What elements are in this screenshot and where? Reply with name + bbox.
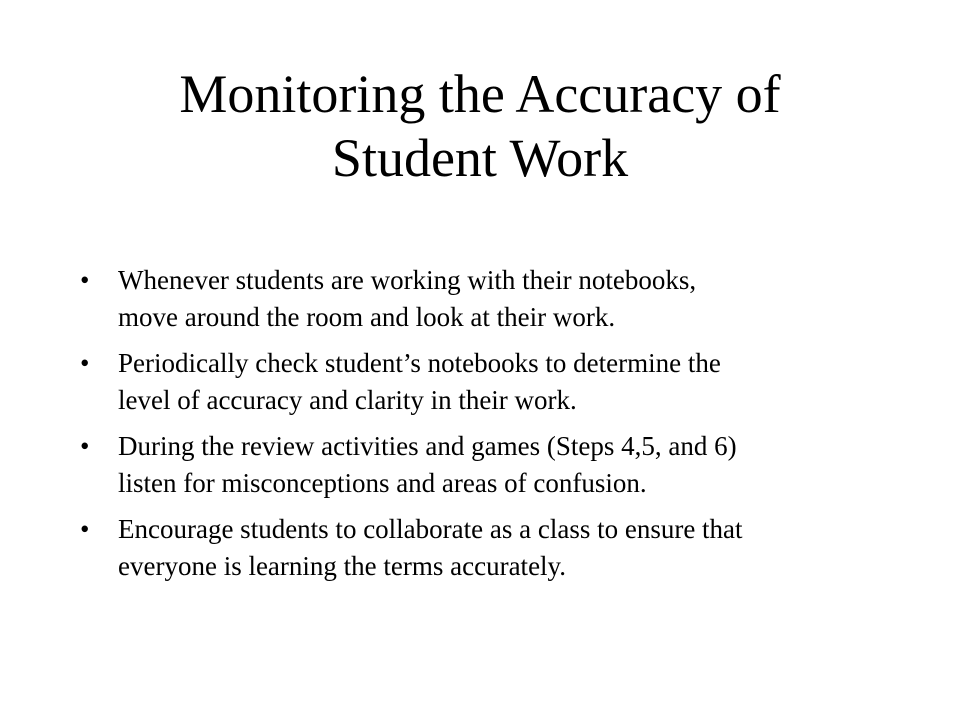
bullet-marker: •: [80, 431, 90, 461]
bullet-marker: •: [80, 348, 90, 378]
bullet-text-line: listen for misconceptions and areas of confusion.: [118, 468, 647, 498]
bullet-item-4: [80, 511, 880, 585]
slide-title-line-1: Monitoring the Accuracy of: [179, 64, 781, 124]
bullet-text-line: level of accuracy and clarity in their work.: [118, 385, 577, 415]
bullet-text-line: everyone is learning the terms accurately.: [118, 551, 567, 581]
bullet-item-2: [80, 345, 880, 419]
slide-title: [60, 62, 900, 190]
bullet-text-line: Periodically check student’s notebooks to determine the: [118, 348, 721, 378]
bullet-text-line: Encourage students to collaborate as a class to ensure that: [118, 514, 743, 544]
bullet-list: [80, 262, 880, 594]
bullet-marker: •: [80, 514, 90, 544]
bullet-text-line: move around the room and look at their work.: [118, 302, 616, 332]
bullet-text-line: Whenever students are working with their notebooks,: [118, 265, 697, 295]
bullet-marker: •: [80, 265, 90, 295]
slide-title-line-2: Student Work: [331, 128, 629, 188]
bullet-item-3: [80, 428, 880, 502]
bullet-item-1: [80, 262, 880, 336]
bullet-text-line: During the review activities and games (Steps 4,5, and 6): [118, 431, 737, 461]
